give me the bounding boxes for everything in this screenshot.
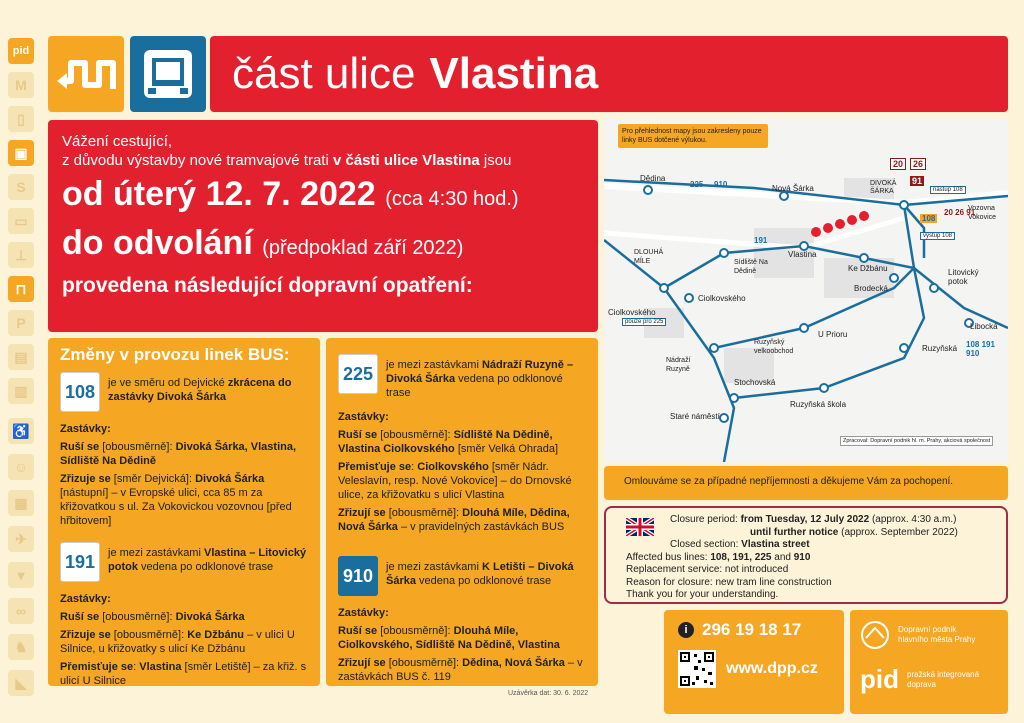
bus-stop-icon bbox=[130, 36, 206, 112]
l191-r3c: Vlastina bbox=[139, 661, 182, 673]
l225-dc: vedena po odklonové trase bbox=[386, 373, 563, 399]
panel-title: Změny v provozu linek BUS: bbox=[60, 345, 290, 364]
pid-text bbox=[907, 670, 979, 690]
contact-phone[interactable]: 296 19 18 17 bbox=[702, 620, 802, 639]
map-stop-ruzynsky-velkoobchod: Ruzyňský velkoobchod bbox=[754, 339, 794, 355]
line-910-added bbox=[338, 656, 586, 684]
eng-l1c: (approx. 4:30 a.m.) bbox=[869, 514, 957, 525]
map-stop-ke-dzbanu: Ke Džbánu bbox=[848, 264, 888, 273]
map-tram-26: 26 bbox=[910, 158, 926, 170]
notice-to-text: do odvolání bbox=[62, 224, 253, 262]
map-stop-ruzynska-skola: Ruzyňská škola bbox=[790, 400, 847, 409]
map-line-108: 108 bbox=[922, 214, 936, 223]
map-label-vystup-108: výstup 108 bbox=[920, 232, 955, 240]
map-stop-u-prioru: U Prioru bbox=[818, 330, 848, 339]
pid-brand bbox=[860, 664, 998, 695]
line-108-badge: 108 bbox=[60, 372, 100, 412]
qr-code-icon[interactable] bbox=[678, 650, 716, 688]
line-191-added bbox=[60, 628, 308, 656]
l191-r2d: – v ulici U Silnice, u křižovatky s ulicí Ke Džbánu bbox=[60, 629, 295, 655]
eng-l4a: Affected bus lines: bbox=[626, 551, 711, 563]
map-stop-nova-sarka: Nová Šárka bbox=[772, 184, 814, 193]
map-stop-dedina: Dědina bbox=[640, 174, 666, 183]
tram-icon: ▯ bbox=[8, 106, 34, 132]
bus-icon: ▣ bbox=[8, 140, 34, 166]
l225-r3d: – v pravidelných zastávkách BUS bbox=[397, 521, 565, 533]
line-225-moved bbox=[338, 460, 586, 502]
map-line-191: 191 bbox=[754, 236, 768, 245]
pid-line1: pražská integrovaná bbox=[907, 669, 980, 679]
map-tram-91: 91 bbox=[912, 176, 923, 186]
line-191-stops-heading: Zastávky: bbox=[60, 593, 111, 605]
eng-l1b: from Tuesday, 12 July 2022 bbox=[740, 514, 870, 525]
dpp-brand bbox=[860, 620, 998, 650]
line-225-added bbox=[338, 506, 586, 534]
title-street: Vlastina bbox=[429, 49, 599, 98]
dog-icon: ♞ bbox=[8, 634, 34, 660]
eng-reason: Reason for closure: new tram line construction bbox=[626, 576, 832, 588]
l191-dc: vedena po odklonové trase bbox=[137, 561, 274, 573]
l191-r3d: [směr Letiště] – za křiž. s ulicí U Silnice bbox=[60, 661, 307, 687]
eng-lines bbox=[626, 552, 992, 565]
l108-r1c: Divoká Šárka, Vlastina, Sídliště Na Dědině bbox=[60, 441, 297, 467]
map-stop-stochovska: Stochovská bbox=[734, 378, 776, 387]
ticket-icon: ▥ bbox=[8, 378, 34, 404]
map-note: Pro přehlednost mapy jsou zakresleny pouze linky BUS dotčené výlukou. bbox=[618, 124, 768, 148]
l191-da: je mezi zastávkami bbox=[108, 547, 204, 559]
l191-r1b: [obousměrně]: bbox=[99, 611, 176, 623]
map-tram-20: 20 bbox=[890, 158, 906, 170]
l191-db: Vlastina – Litovický potok bbox=[108, 547, 307, 573]
map-stop-litovicky-potok: Litovický potok bbox=[948, 268, 979, 286]
line-910-badge: 910 bbox=[338, 556, 378, 596]
bus-changes-panel-left bbox=[48, 338, 320, 686]
eng-l1a: Closure period: bbox=[670, 514, 741, 525]
english-summary bbox=[604, 506, 1008, 604]
bike-icon: ∞ bbox=[8, 598, 34, 624]
map-lines-combined: 108 191 910 bbox=[966, 340, 995, 358]
info-icon: i bbox=[678, 622, 694, 638]
l910-r1a: Ruší se bbox=[338, 625, 378, 637]
p-and-r-icon: P bbox=[8, 310, 34, 336]
shoe-icon: ◣ bbox=[8, 670, 34, 696]
pid-logo-text: pid bbox=[12, 45, 30, 57]
map-stop-brodecka: Brodecká bbox=[854, 284, 888, 293]
l225-db: Nádraží Ruzyně – Divoká Šárka bbox=[386, 359, 574, 385]
l225-r3c: Dlouhá Míle, Dědina, Nová Šárka bbox=[338, 507, 570, 533]
l108-r1b: [obousměrně]: bbox=[99, 441, 176, 453]
l191-r2a: Zřizuje se bbox=[60, 629, 111, 641]
boat-icon: ⊥ bbox=[8, 242, 34, 268]
map-label-pouze-225: pouze pro 225 bbox=[622, 318, 666, 326]
l910-r2a: Zřizují se bbox=[338, 657, 386, 669]
l225-r1a: Ruší se bbox=[338, 429, 378, 441]
line-108-row bbox=[60, 372, 308, 412]
map-stop-divoka-sarka: DIVOKÁ ŠÁRKA bbox=[870, 180, 897, 195]
l910-r2d: – v zastávkách BUS č. 119 bbox=[338, 657, 583, 683]
eng-section bbox=[670, 539, 992, 552]
l910-r1b: [obousměrně]: bbox=[377, 625, 454, 637]
luggage-icon: ▦ bbox=[8, 490, 34, 516]
page-title bbox=[210, 36, 1008, 112]
l910-r2c: Dědina, Nová Šárka bbox=[462, 657, 565, 669]
eng-l4c: and bbox=[771, 551, 794, 563]
closure-notice bbox=[48, 120, 598, 332]
contact-phone-row bbox=[678, 620, 830, 640]
l910-db: K Letišti – Divoká Šárka bbox=[386, 561, 574, 587]
notice-measures: provedena následující dopravní opatření: bbox=[62, 274, 473, 297]
map-stop-vozovna-vokovice: Vozovna Vokovice bbox=[968, 205, 997, 221]
map-trams-combined: 20 26 91 bbox=[944, 208, 976, 217]
data-deadline: Uzávěrka dat: 30. 6. 2022 bbox=[508, 690, 589, 697]
line-108-cancelled bbox=[60, 440, 308, 468]
replacement-bus-icon: ⊓ bbox=[8, 276, 34, 302]
line-225-row bbox=[338, 354, 586, 400]
map-stop-ciolkovskeho-2: Ciolkovského bbox=[608, 308, 656, 317]
plane-icon: ✈ bbox=[8, 526, 34, 552]
map-credit: Zpracoval: Dopravní podnik hl. m. Prahy, akciová společnost bbox=[840, 436, 993, 446]
line-191-moved bbox=[60, 660, 308, 688]
eng-period bbox=[670, 514, 992, 527]
map-stop-ruzynska: Ruzyňská bbox=[922, 344, 958, 353]
map-stop-stare-namesti: Staré náměstí bbox=[670, 412, 720, 421]
route-map bbox=[604, 118, 1008, 462]
dpp-text bbox=[898, 625, 975, 645]
stroller-icon: ▾ bbox=[8, 562, 34, 588]
l225-r2a: Přemisťuje se bbox=[338, 461, 412, 473]
eng-l2c: (approx. September 2022) bbox=[838, 526, 958, 538]
l191-r3b: : bbox=[133, 661, 140, 673]
line-108-added bbox=[60, 472, 308, 528]
line-225-stops-heading: Zastávky: bbox=[338, 411, 389, 423]
line-191-badge: 191 bbox=[60, 542, 100, 582]
map-label-nastup-108: nástup 108 bbox=[930, 186, 966, 194]
notice-from-time: (cca 4:30 hod.) bbox=[385, 188, 519, 210]
map-stop-libocka: Libocká bbox=[970, 322, 998, 331]
metro-icon: M bbox=[8, 72, 34, 98]
line-108-stops-heading: Zastávky: bbox=[60, 423, 111, 435]
map-line-910: 910 bbox=[714, 180, 728, 189]
map-stop-sidliste-na-dedine: Sídliště Na Dědině bbox=[734, 259, 768, 275]
pay-icon: ▤ bbox=[8, 344, 34, 370]
brand-box bbox=[850, 610, 1008, 714]
l225-r3b: [obousměrně]: bbox=[385, 507, 463, 519]
pid-line2: doprava bbox=[907, 679, 936, 689]
contact-box bbox=[664, 610, 844, 714]
line-225-desc bbox=[386, 354, 586, 400]
contact-web-row bbox=[678, 650, 830, 688]
map-stop-vlastina: Vlastina bbox=[788, 250, 817, 259]
replacement-route-icon bbox=[48, 36, 124, 112]
line-910-stops-heading: Zastávky: bbox=[338, 607, 389, 619]
apology-note: Omlouváme se za případné nepříjemnosti a děkujeme Vám za pochopení. bbox=[604, 466, 1008, 500]
line-191-row bbox=[60, 542, 308, 582]
dpp-line1: Dopravní podnik bbox=[898, 625, 957, 634]
l108-r2a: Zřizuje se bbox=[60, 473, 111, 485]
line-225-cancelled bbox=[338, 428, 586, 456]
notice-to bbox=[62, 223, 584, 268]
line-910-desc bbox=[386, 556, 586, 588]
l108-r1a: Ruší se bbox=[60, 441, 100, 453]
notice-reason-a: z důvodu výstavby nové tramvajové trati bbox=[62, 152, 333, 169]
line-191-desc bbox=[108, 542, 308, 574]
l910-dc: vedena po odklonové trase bbox=[415, 575, 552, 587]
line-191-cancelled bbox=[60, 610, 308, 624]
l225-r1b: [obousměrně]: bbox=[377, 429, 454, 441]
l225-r1d: [směr Velká Ohrada] bbox=[454, 443, 559, 455]
map-stop-dlouha-mile: DLOUHÁ MÍLE bbox=[634, 249, 664, 265]
l225-r3a: Zřizují se bbox=[338, 507, 386, 519]
l191-r1a: Ruší se bbox=[60, 611, 100, 623]
map-stop-nadrazi-ruzyne: Nádraží Ruzyně bbox=[666, 357, 691, 373]
eng-l4d: 910 bbox=[793, 551, 811, 563]
map-stop-ciolkovskeho-1: Ciolkovského bbox=[698, 294, 746, 303]
l910-da: je mezi zastávkami bbox=[386, 561, 482, 573]
l108-r2d: [nástupní] – v Evropské ulici, cca 85 m za křižovatkou s ul. Za Vokovickou vozovnou [před hřbitovem] bbox=[60, 487, 292, 527]
notice-reason bbox=[62, 151, 584, 170]
l225-r1c: Sídliště Na Dědině, Vlastina Ciolkovského bbox=[338, 429, 553, 455]
notice-from bbox=[62, 174, 584, 219]
map-line-225: 225 bbox=[690, 180, 704, 189]
l225-r2c: Ciolkovského bbox=[417, 461, 489, 473]
l191-r2c: Ke Džbánu bbox=[187, 629, 245, 641]
dpp-logo-icon bbox=[860, 620, 890, 650]
l191-r2b: [obousměrně]: bbox=[110, 629, 188, 641]
dpp-line2: hlavního města Prahy bbox=[898, 635, 976, 644]
notice-greeting: Vážení cestující, bbox=[62, 133, 173, 150]
line-910-row bbox=[338, 556, 586, 596]
uk-flag-icon bbox=[626, 518, 654, 536]
eng-l4b: 108, 191, 225 bbox=[710, 551, 772, 563]
eng-until bbox=[750, 527, 992, 540]
l191-r3a: Přemisťuje se bbox=[60, 661, 134, 673]
line-108-desc-b: zkrácena do zastávky Divoká Šárka bbox=[108, 377, 292, 403]
l225-da: je mezi zastávkami bbox=[386, 359, 482, 371]
l225-r2d: [směr Nádr. Veleslavín, resp. Nové Vokovice] – do Drnovské ulice, za křižovatku s ulicí Vlastina bbox=[338, 461, 572, 501]
bus-changes-panel-right bbox=[326, 338, 598, 686]
eng-l3a: Closed section: bbox=[670, 539, 742, 550]
contact-website[interactable]: www.dpp.cz bbox=[726, 660, 818, 677]
l191-r1c: Divoká Šárka bbox=[175, 611, 245, 623]
eng-replacement: Replacement service: not introduced bbox=[626, 564, 789, 575]
l910-r1c: Dlouhá Míle, Ciolkovského, Sídliště Na Dědině, Vlastina bbox=[338, 625, 560, 651]
trolleybus-icon: ▭ bbox=[8, 208, 34, 234]
line-108-desc bbox=[108, 372, 308, 404]
l225-r2b: : bbox=[411, 461, 418, 473]
line-910-cancelled bbox=[338, 624, 586, 652]
notice-reason-b: v části ulice Vlastina bbox=[332, 152, 480, 169]
wheelchair-icon: ♿ bbox=[8, 418, 34, 444]
eng-l3b: Vlastina street bbox=[741, 539, 810, 550]
family-icon: ☺ bbox=[8, 454, 34, 480]
l108-r2b: [směr Dejvická]: bbox=[110, 473, 196, 485]
train-icon: S bbox=[8, 174, 34, 200]
l108-r2c: Divoká Šárka bbox=[195, 473, 265, 485]
l910-r2b: [obousměrně]: bbox=[385, 657, 463, 669]
notice-to-estimate: (předpoklad září 2022) bbox=[262, 237, 464, 259]
eng-thanks: Thank you for your understanding. bbox=[626, 589, 779, 600]
pid-logo-icon bbox=[8, 38, 34, 64]
line-225-badge: 225 bbox=[338, 354, 378, 394]
mode-icon-strip bbox=[0, 0, 42, 723]
notice-reason-c: jsou bbox=[479, 152, 512, 169]
line-108-desc-a: je ve směru od Dejvické bbox=[108, 377, 228, 389]
notice-from-date: od úterý 12. 7. 2022 bbox=[62, 175, 376, 213]
pid-logo: pid bbox=[860, 664, 899, 694]
title-prefix: část ulice bbox=[232, 49, 416, 98]
eng-l2b: until further notice bbox=[750, 526, 839, 538]
